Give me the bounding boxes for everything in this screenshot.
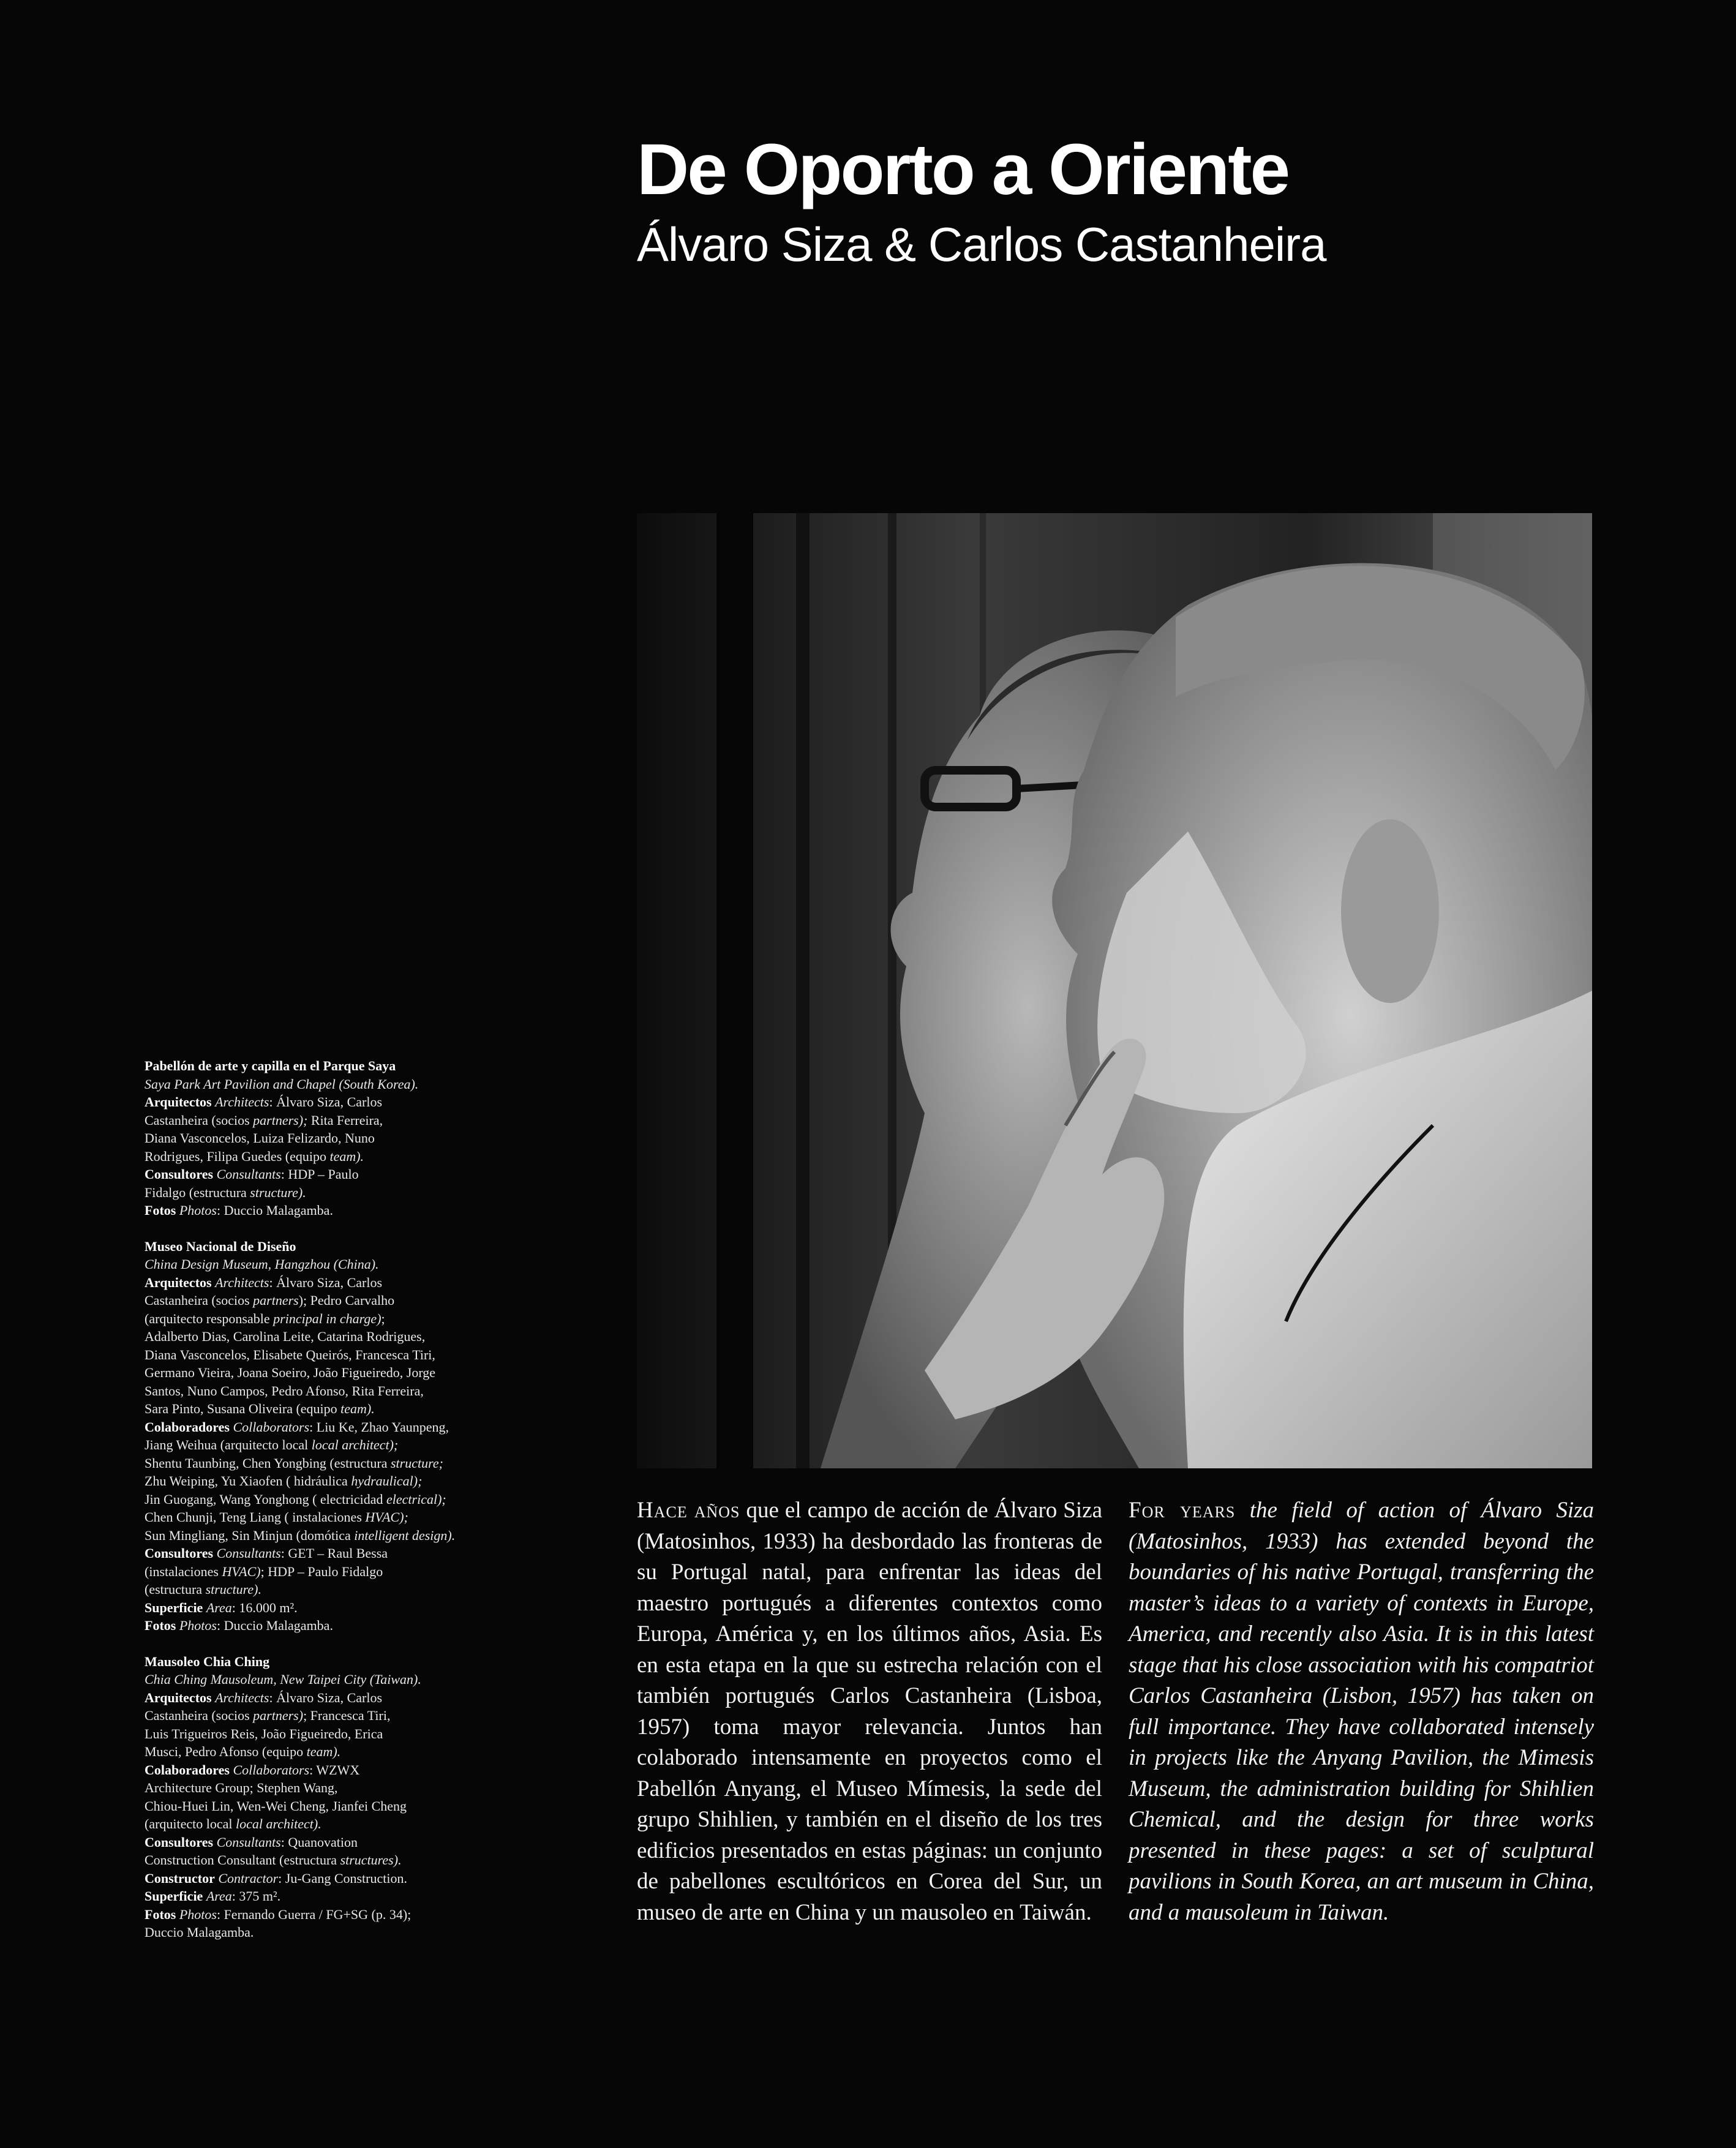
credit-value: Luis Trigueiros Reis, João Figueiredo, Erica <box>145 1726 383 1741</box>
credit-value: (arquitecto responsable <box>145 1310 274 1326</box>
credit-label-en: local architect); <box>311 1437 399 1452</box>
credit-value: Jin Guogang, Wang Yonghong ( electricidad <box>145 1491 386 1507</box>
credit-label: Fotos <box>145 1618 176 1633</box>
credit-label: Fotos <box>145 1906 176 1922</box>
credit-value: ); Pedro Carvalho <box>298 1293 395 1308</box>
credit-value: Jiang Weihua (arquitecto local <box>145 1437 312 1452</box>
credit-value: Fidalgo (estructura <box>145 1184 250 1200</box>
credit-value: Chen Chunji, Teng Liang ( instalaciones <box>145 1509 366 1525</box>
credit-value: Diana Vasconcelos, Elisabete Queirós, Francesca Tiri, <box>145 1346 435 1362</box>
project-name: Museo Nacional de Diseño <box>145 1238 296 1254</box>
credit-value: : Álvaro Siza, Carlos <box>269 1274 383 1290</box>
intro-body-en: the field of action of Álvaro Siza (Matosinhos, 1933) has extended beyond the boundaries of his native Portugal, transferring the master’s ideas to a variety of contexts in Europe, America, and recently also Asia. It is in this latest stage that his close association with his compatriot Carlos Castanheira (Lisbon, 1957) has taken on full importance. They have collaborated intensely in projects like the Anyang Pavilion, the Mimesis Museum, the administration building for Shihlien Chemical, and the design for three works presented in these pages: a set of sculptural pavilions in South Korea, an art museum in China, and a mausoleum in Taiwan. <box>1129 1498 1595 1925</box>
credit-label-en: partners); <box>253 1112 308 1128</box>
credit-label-en: HVAC) <box>222 1563 261 1579</box>
credit-value: Sun Mingliang, Sin Minjun (domótica <box>145 1527 355 1543</box>
credit-value: Adalberto Dias, Carolina Leite, Catarina Rodrigues, <box>145 1329 426 1344</box>
project-name: Mausoleo Chia Ching <box>145 1653 270 1669</box>
credit-label-en: team). <box>329 1148 364 1164</box>
lead-in: For years <box>1129 1498 1236 1523</box>
credit-value: (arquitecto local <box>145 1816 236 1831</box>
intro-text-spanish <box>637 1495 1102 1928</box>
credit-value: Chiou-Huei Lin, Wen-Wei Cheng, Jianfei Cheng <box>145 1798 407 1814</box>
credit-label-en: principal in charge) <box>273 1310 381 1326</box>
credit-value: Castanheira (socios <box>145 1293 254 1308</box>
credit-label-en: Collaborators <box>233 1419 310 1435</box>
credit-label-en: Photos <box>179 1906 217 1922</box>
credit-value: : 375 m². <box>231 1888 281 1904</box>
credit-value: Shentu Taunbing, Chen Yongbing (estructura <box>145 1455 391 1471</box>
project-name-en: Chia Ching Mausoleum, New Taipei City (Taiwan). <box>145 1672 421 1687</box>
credit-label-en: Consultants <box>216 1545 281 1561</box>
project-name-en: China Design Museum, Hangzhou (China). <box>145 1256 379 1272</box>
credit-label-en: structure). <box>250 1184 306 1200</box>
credit-value: Rita Ferreira, <box>307 1112 383 1128</box>
credits-saya-park <box>145 1057 512 1220</box>
credit-label-en: hydraulical); <box>351 1473 423 1489</box>
credit-value: : WZWX <box>309 1762 360 1778</box>
credit-label-en: Architects <box>215 1094 269 1110</box>
credit-value: ; Francesca Tiri, <box>303 1708 391 1723</box>
credit-label: Superficie <box>145 1599 203 1615</box>
credit-value: : Liu Ke, Zhao Yaunpeng, <box>309 1419 449 1435</box>
project-name-en: Saya Park Art Pavilion and Chapel (South Korea). <box>145 1076 419 1092</box>
credit-label: Arquitectos <box>145 1689 212 1705</box>
credit-label-en: partners) <box>253 1708 304 1723</box>
credit-value: Rodrigues, Filipa Guedes (equipo <box>145 1148 330 1164</box>
credit-value: : Álvaro Siza, Carlos <box>269 1689 383 1705</box>
credit-value: Duccio Malagamba. <box>145 1925 254 1940</box>
intro-body-es: que el campo de acción de Álvaro Siza (Matosinhos, 1933) ha desbordado las fronteras de su Portugal natal, para enfrentar las ideas del maestro portugués a diferentes contextos como Europa, América y, en los últimos años, Asia. Es en esta etapa en la que su estrecha relación con el también portugués Carlos Castanheira (Lisboa, 1957) toma mayor relevancia. Juntos han colaborado intensamente en proyectos como el Pabellón Anyang, el Museo Mímesis, la sede del grupo Shihlien, y también en el diseño de los tres edificios presentados en estas páginas: un conjunto de pabellones escultóricos en Corea del Sur, un museo de arte en China y un mausoleo en Taiwán. <box>637 1498 1102 1925</box>
credit-value: Santos, Nuno Campos, Pedro Afonso, Rita Ferreira, <box>145 1383 424 1399</box>
credit-value: Castanheira (socios <box>145 1708 254 1723</box>
credit-label: Constructor <box>145 1870 215 1886</box>
intro-text-english <box>1129 1495 1594 1928</box>
credit-label-en: Architects <box>215 1689 269 1705</box>
credit-value: : Álvaro Siza, Carlos <box>269 1094 383 1110</box>
credits-mausoleum <box>145 1653 512 1942</box>
credit-label-en: Consultants <box>216 1834 281 1850</box>
credit-label-en: Area <box>206 1599 232 1615</box>
credit-label-en: structure). <box>205 1582 262 1597</box>
credit-label-en: partners <box>253 1293 299 1308</box>
credit-label: Superficie <box>145 1888 203 1904</box>
credit-label: Consultores <box>145 1834 214 1850</box>
credit-label: Arquitectos <box>145 1094 212 1110</box>
credit-value: : Fernando Guerra / FG+SG (p. 34); <box>216 1906 411 1922</box>
credit-label-en: electrical); <box>386 1491 446 1507</box>
credit-value: : GET – Raul Bessa <box>280 1545 388 1561</box>
credit-label-en: Consultants <box>216 1166 281 1182</box>
credit-value: Germano Vieira, Joana Soeiro, João Figueiredo, Jorge <box>145 1365 436 1380</box>
credit-value: Architecture Group; Stephen Wang, <box>145 1780 338 1795</box>
credit-value: Diana Vasconcelos, Luiza Felizardo, Nuno <box>145 1130 375 1146</box>
credit-label: Colaboradores <box>145 1762 230 1778</box>
credit-label-en: Photos <box>179 1618 217 1633</box>
credit-value: Musci, Pedro Afonso (equipo <box>145 1744 307 1759</box>
credit-label-en: Contractor <box>218 1870 279 1886</box>
credit-label-en: team). <box>340 1401 375 1416</box>
portrait-photo-icon <box>637 513 1592 1468</box>
credit-label: Arquitectos <box>145 1274 212 1290</box>
credit-label-en: Area <box>206 1888 232 1904</box>
credit-label-en: Collaborators <box>233 1762 310 1778</box>
credit-value: Castanheira (socios <box>145 1112 254 1128</box>
credit-value: (estructura <box>145 1582 206 1597</box>
credit-label-en: Photos <box>179 1203 217 1218</box>
credit-label-en: team). <box>306 1744 341 1759</box>
portrait-photo <box>637 513 1592 1468</box>
credit-label: Consultores <box>145 1166 214 1182</box>
credit-value: Construction Consultant (estructura <box>145 1852 340 1868</box>
page-title: De Oporto a Oriente <box>637 129 1289 210</box>
credit-value: Zhu Weiping, Yu Xiaofen ( hidráulica <box>145 1473 351 1489</box>
credit-label: Fotos <box>145 1203 176 1218</box>
credit-label: Colaboradores <box>145 1419 230 1435</box>
credit-label-en: intelligent design). <box>354 1527 456 1543</box>
credit-value: : Ju-Gang Construction. <box>278 1870 407 1886</box>
project-credits <box>145 1057 512 1959</box>
credit-label: Consultores <box>145 1545 214 1561</box>
credit-value: : HDP – Paulo <box>280 1166 359 1182</box>
credit-label-en: local architect). <box>236 1816 321 1831</box>
credit-value: Sara Pinto, Susana Oliveira (equipo <box>145 1401 341 1416</box>
lead-in: Hace años <box>637 1498 740 1523</box>
project-name: Pabellón de arte y capilla en el Parque Saya <box>145 1058 396 1073</box>
credit-label-en: structures). <box>340 1852 402 1868</box>
credit-value: : Duccio Malagamba. <box>216 1618 333 1633</box>
credit-value: : Duccio Malagamba. <box>216 1203 333 1218</box>
credit-value: ; HDP – Paulo Fidalgo <box>260 1563 383 1579</box>
credit-value: : 16.000 m². <box>231 1599 298 1615</box>
credit-label-en: structure; <box>390 1455 443 1471</box>
credit-value: ; <box>381 1310 385 1326</box>
page-subtitle: Álvaro Siza & Carlos Castanheira <box>637 217 1326 271</box>
credit-label-en: HVAC); <box>365 1509 408 1525</box>
credit-label-en: Architects <box>215 1274 269 1290</box>
credit-value: : Quanovation <box>280 1834 358 1850</box>
credit-value: (instalaciones <box>145 1563 222 1579</box>
credits-design-museum <box>145 1237 512 1635</box>
